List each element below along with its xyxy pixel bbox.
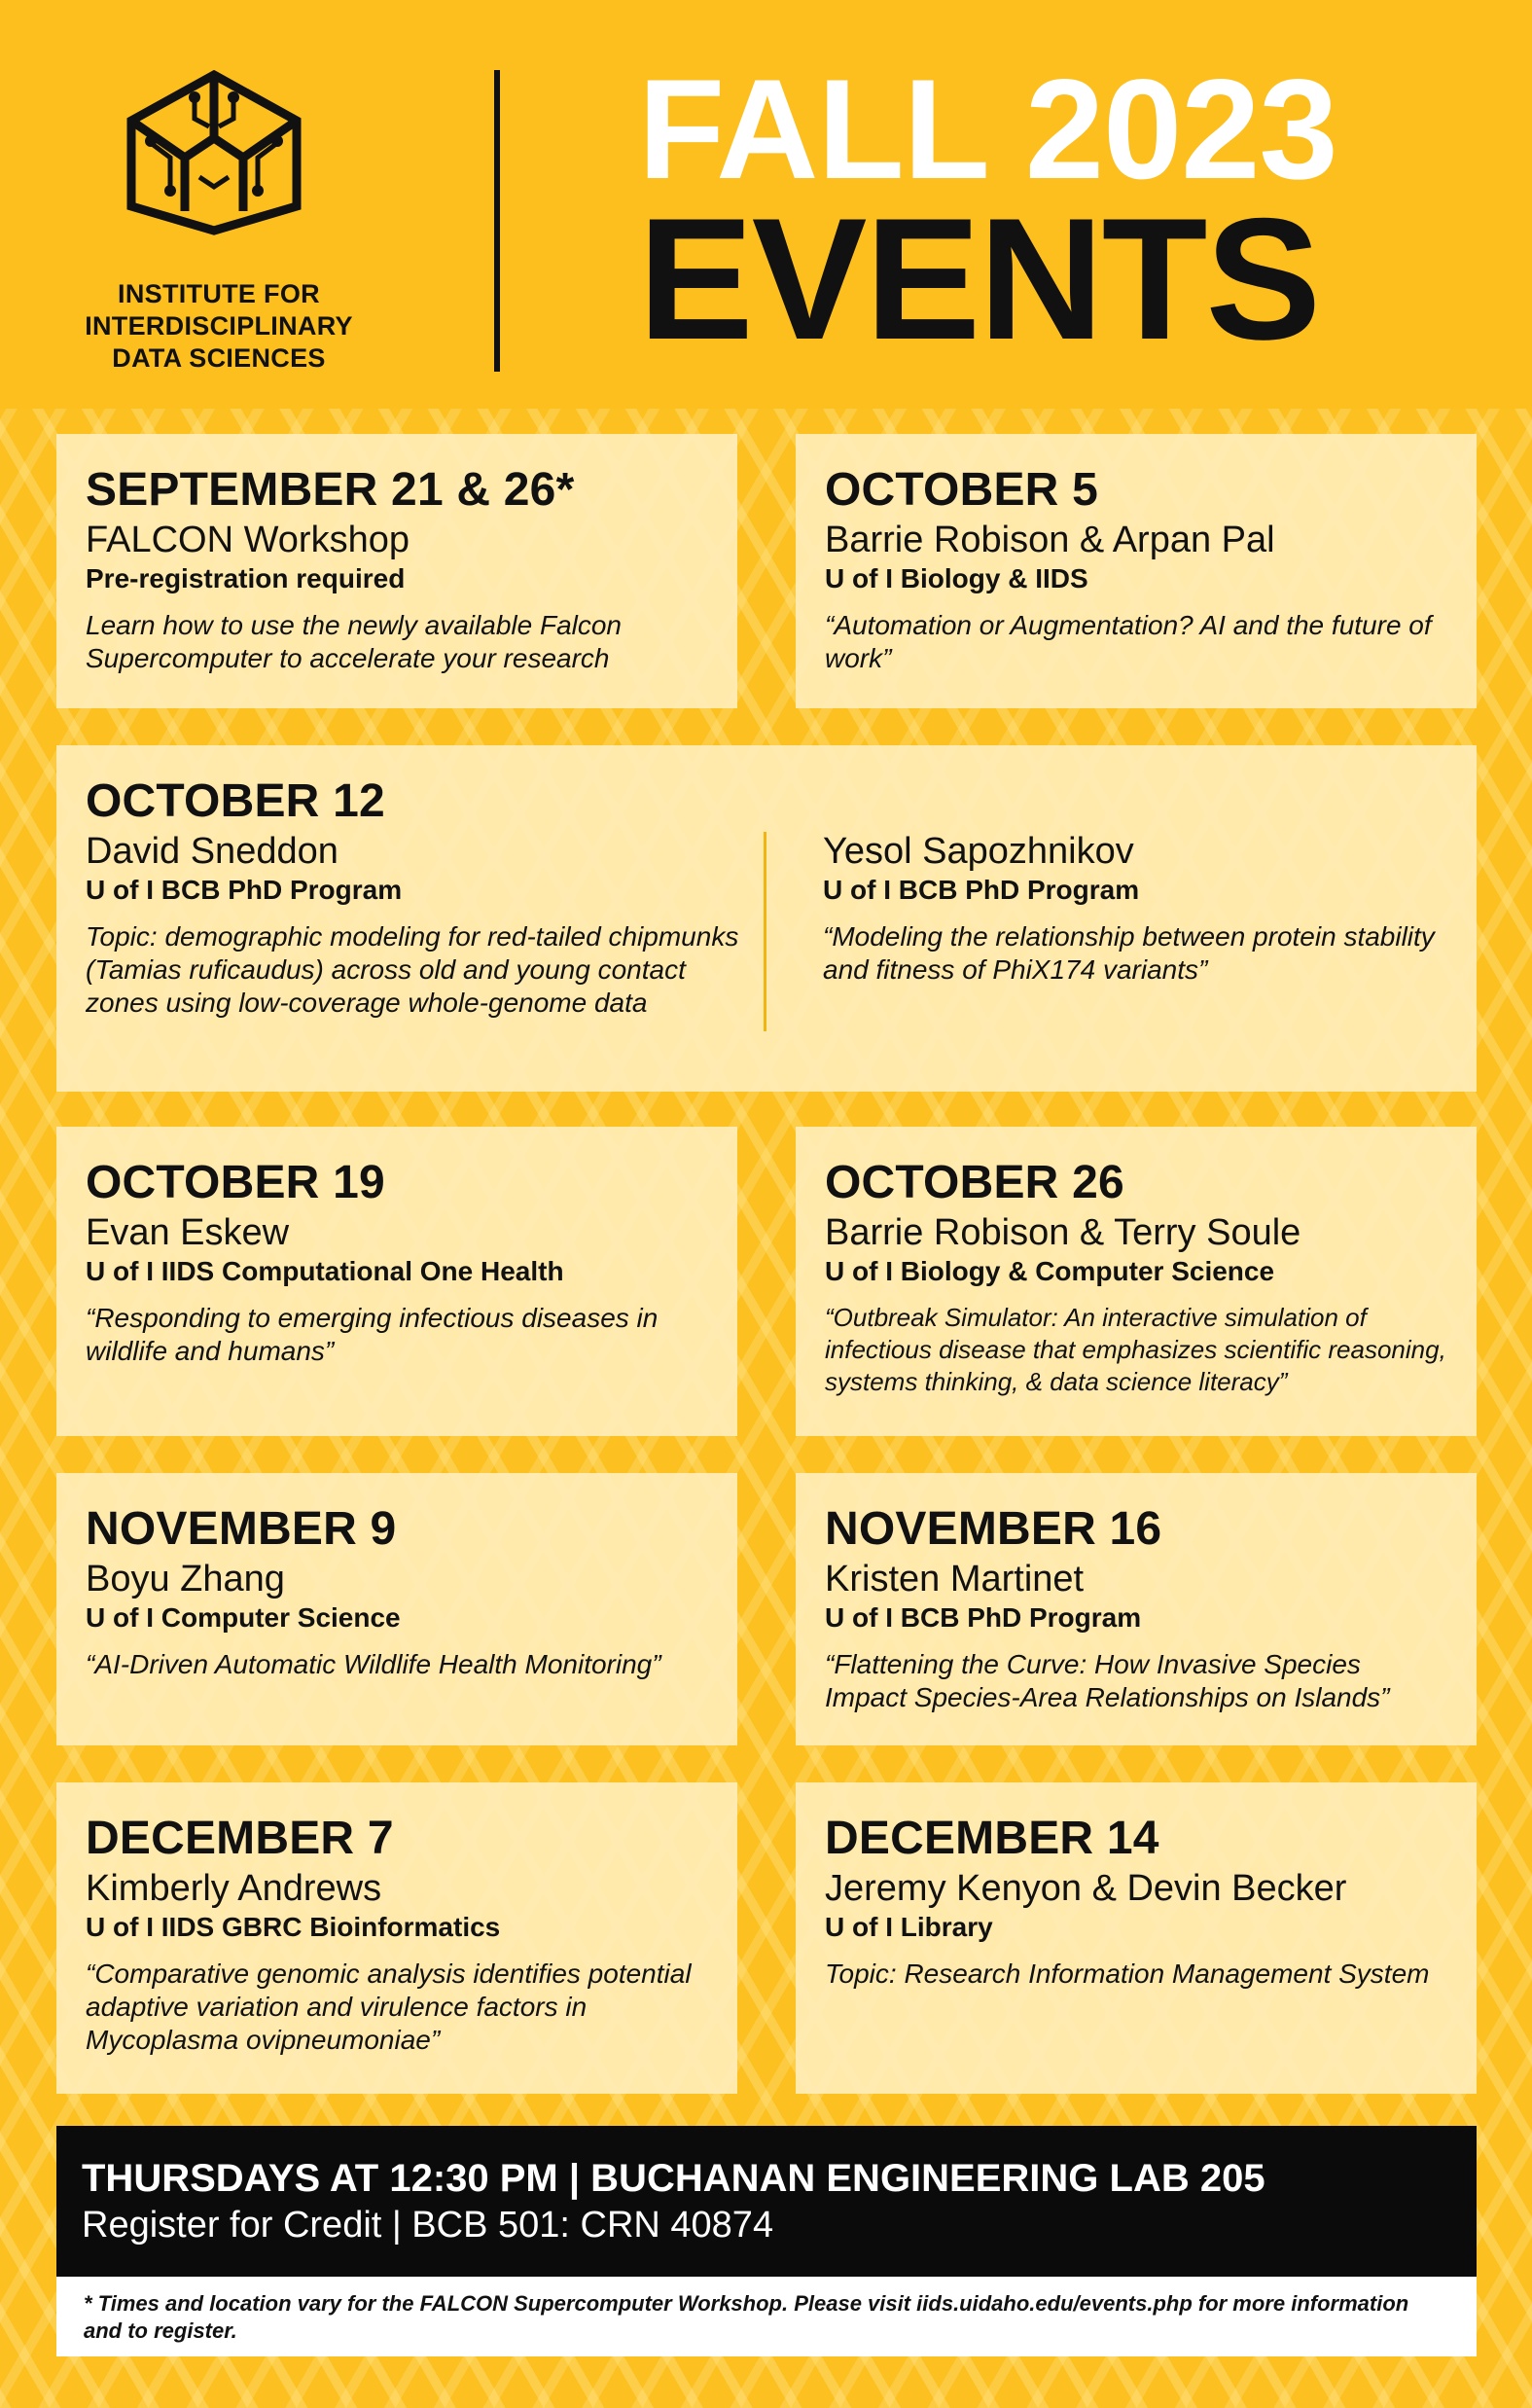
event-speaker: Boyu Zhang: [86, 1559, 285, 1599]
event-affiliation: U of I Biology & IIDS: [825, 563, 1088, 593]
title-season: FALL 2023: [638, 50, 1337, 208]
event-speaker: Evan Eskew: [86, 1212, 290, 1253]
event-date: OCTOBER 12: [86, 775, 385, 827]
event-affiliation-second: U of I BCB PhD Program: [823, 875, 1140, 905]
iids-logo-icon: [117, 70, 311, 235]
event-speaker-second: Yesol Sapozhnikov: [823, 831, 1134, 872]
institute-line: INTERDISCIPLINARY: [85, 311, 353, 341]
event-card: [796, 434, 1477, 708]
event-affiliation: U of I IIDS Computational One Health: [86, 1256, 564, 1286]
institute-line: INSTITUTE FOR: [118, 279, 320, 308]
event-description: “Comparative genomic analysis identifies potential adaptive variation and virulence factors in Mycoplasma ovipneumoniae”: [86, 1959, 692, 2055]
event-date: NOVEMBER 16: [825, 1503, 1162, 1555]
footnote: * Times and location vary for the FALCON Supercomputer Workshop. Please visit iids.uidaho.edu/events.php for more information and to register.: [56, 2277, 1477, 2356]
event-affiliation: U of I IIDS GBRC Bioinformatics: [86, 1912, 501, 1942]
schedule-time-location: THURSDAYS AT 12:30 PM | BUCHANAN ENGINEERING LAB 205: [82, 2157, 1265, 2200]
event-card: [56, 434, 737, 708]
event-description: Topic: Research Information Management System: [825, 1959, 1430, 1989]
event-speaker: Kristen Martinet: [825, 1559, 1085, 1599]
event-date: SEPTEMBER 21 & 26*: [86, 464, 575, 516]
event-description: “Flattening the Curve: How Invasive Species Impact Species-Area Relationships on Islands”: [825, 1649, 1390, 1712]
event-affiliation: U of I BCB PhD Program: [825, 1602, 1142, 1633]
event-speaker: Kimberly Andrews: [86, 1868, 382, 1909]
event-speaker: Barrie Robison & Arpan Pal: [825, 520, 1275, 560]
event-speaker: FALCON Workshop: [86, 520, 410, 560]
institute-name: [39, 278, 399, 375]
event-card: [56, 1782, 737, 2094]
event-description: “Responding to emerging infectious diseases in wildlife and humans”: [86, 1303, 659, 1366]
event-affiliation: U of I Biology & Computer Science: [825, 1256, 1275, 1286]
event-description-second: “Modeling the relationship between protein stability and fitness of PhiX174 variants”: [823, 921, 1435, 985]
event-card: [796, 1473, 1477, 1745]
title-events: EVENTS: [638, 182, 1320, 376]
event-speaker: Barrie Robison & Terry Soule: [825, 1212, 1301, 1253]
event-card: [56, 1127, 737, 1436]
event-description: Learn how to use the newly available Falcon Supercomputer to accelerate your research: [86, 610, 623, 673]
event-affiliation: U of I BCB PhD Program: [86, 875, 403, 905]
institute-line: DATA SCIENCES: [112, 343, 326, 373]
event-date: DECEMBER 14: [825, 1813, 1159, 1864]
event-description: Topic: demographic modeling for red-tailed chipmunks (Tamias ruficaudus) across old and young contact zones using low-coverage whole-genome data: [86, 921, 739, 1018]
event-date: DECEMBER 7: [86, 1813, 394, 1864]
event-card-split: [56, 745, 1477, 1092]
credit-registration: Register for Credit | BCB 501: CRN 40874: [82, 2205, 774, 2246]
event-card: [796, 1127, 1477, 1436]
schedule-footer: [56, 2126, 1477, 2277]
event-speaker: David Sneddon: [86, 831, 338, 872]
event-speaker: Jeremy Kenyon & Devin Becker: [825, 1868, 1347, 1909]
event-date: OCTOBER 19: [86, 1157, 385, 1208]
event-description: “Automation or Augmentation? AI and the future of work”: [825, 610, 1432, 673]
event-card: [796, 1782, 1477, 2094]
event-affiliation: Pre-registration required: [86, 563, 406, 593]
speaker-divider: [764, 832, 766, 1031]
event-description: “AI-Driven Automatic Wildlife Health Monitoring”: [86, 1649, 661, 1679]
event-description: “Outbreak Simulator: An interactive simulation of infectious disease that emphasizes scientific reasoning, systems thinking, & data science literacy”: [825, 1303, 1446, 1396]
event-affiliation: U of I Library: [825, 1912, 993, 1942]
event-card: [56, 1473, 737, 1745]
event-date: OCTOBER 26: [825, 1157, 1124, 1208]
event-affiliation: U of I Computer Science: [86, 1602, 401, 1633]
header-divider: [494, 70, 500, 372]
event-date: NOVEMBER 9: [86, 1503, 397, 1555]
event-date: OCTOBER 5: [825, 464, 1098, 516]
